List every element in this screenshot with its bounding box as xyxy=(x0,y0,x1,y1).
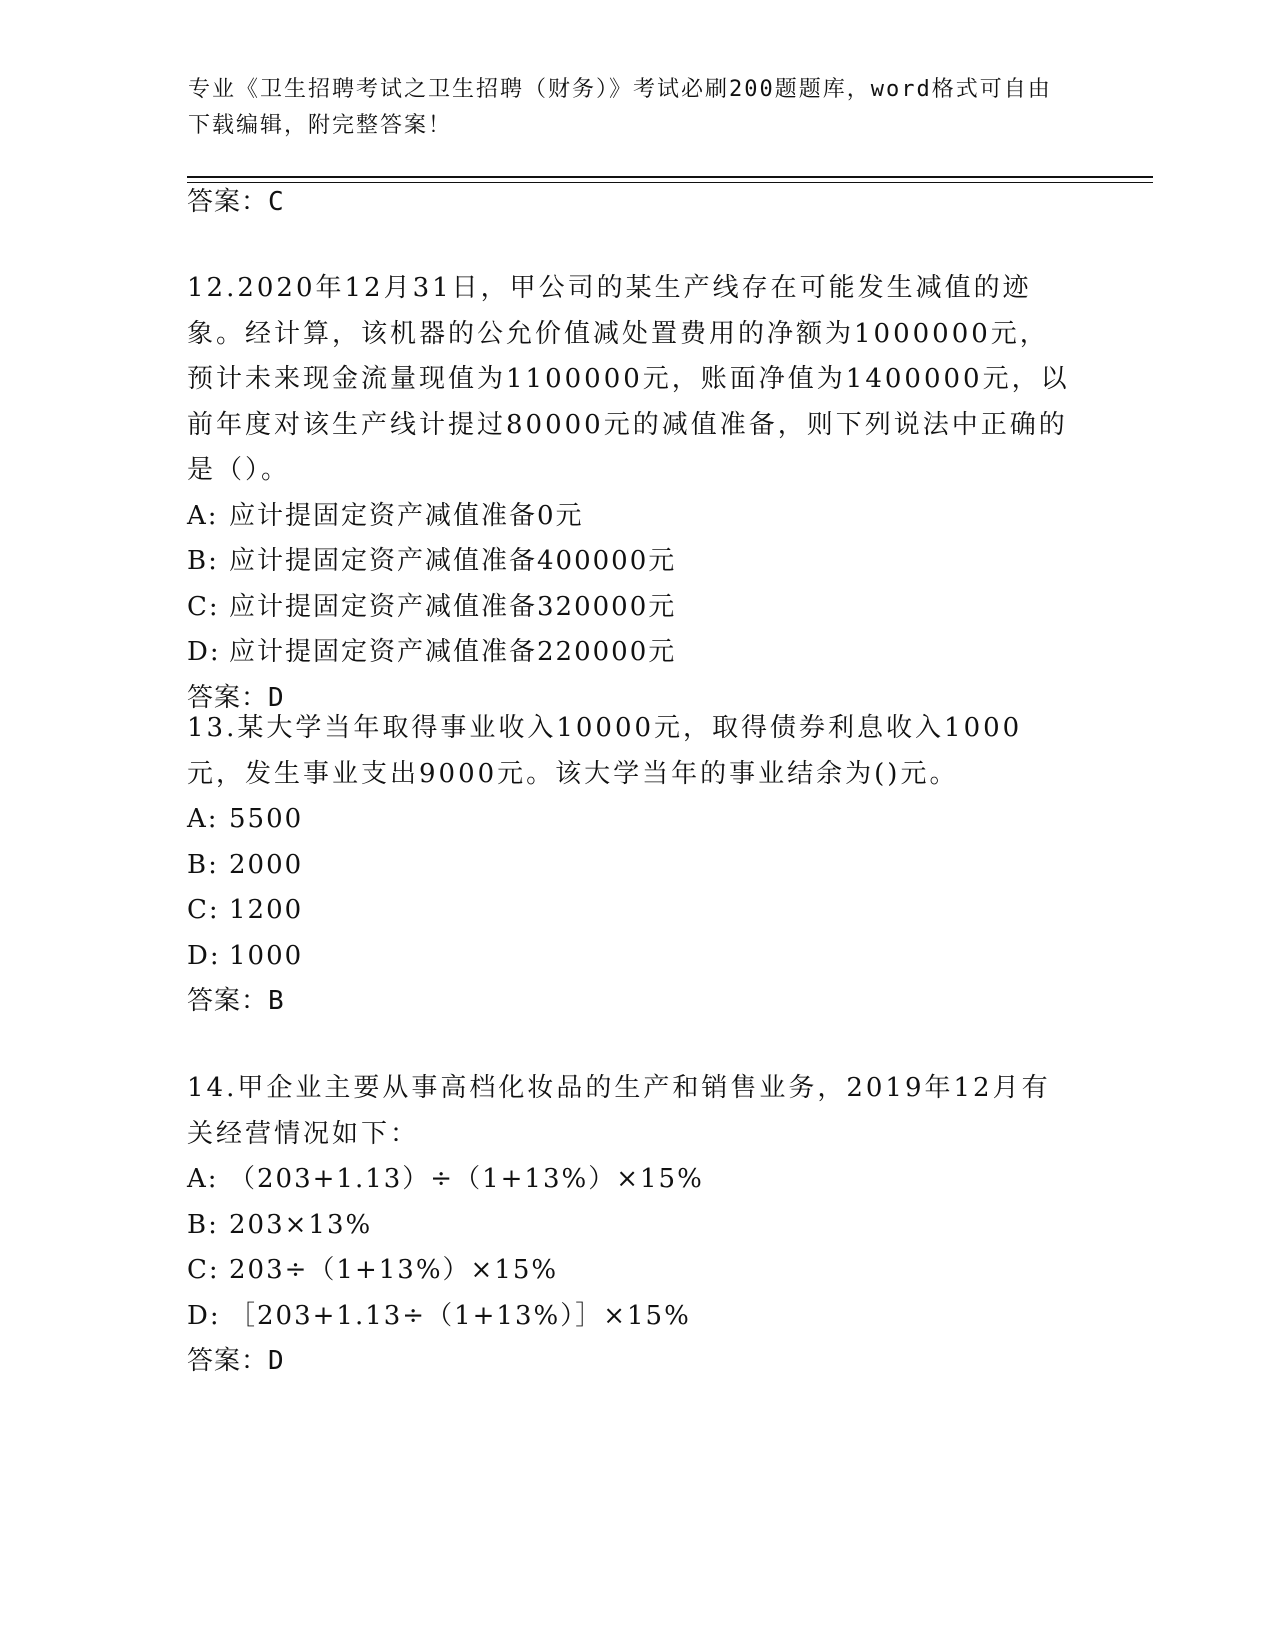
option-text: 应计提固定资产减值准备0元 xyxy=(229,500,584,531)
question-14 xyxy=(187,1066,1077,1385)
option-text: 应计提固定资产减值准备220000元 xyxy=(229,637,677,667)
option-letter: D: xyxy=(187,940,221,971)
option-text: 1200 xyxy=(229,895,304,925)
header-divider-thin xyxy=(187,182,1153,183)
option-text: 应计提固定资产减值准备400000元 xyxy=(229,546,677,576)
option-d xyxy=(187,1294,1077,1340)
option-list xyxy=(187,1157,1077,1339)
option-text: 应计提固定资产减值准备320000元 xyxy=(229,591,677,622)
option-c xyxy=(187,888,1077,934)
header-divider xyxy=(187,176,1153,178)
option-a xyxy=(187,797,1077,843)
answer-line: 答案：B xyxy=(187,986,285,1016)
previous-answer: 答案：C xyxy=(187,187,285,217)
option-list xyxy=(187,494,1077,676)
option-letter: C: xyxy=(187,591,220,622)
option-letter: C: xyxy=(187,1255,220,1285)
option-c xyxy=(187,1248,1077,1294)
option-letter: A: xyxy=(187,1164,219,1194)
answer-line: 答案：D xyxy=(187,682,285,713)
option-text: 1000 xyxy=(229,940,304,971)
option-text: （203+1.13）÷（1+13%）×15% xyxy=(229,1164,704,1194)
option-text: 5500 xyxy=(229,804,304,834)
option-b xyxy=(187,843,1077,889)
option-letter: D: xyxy=(187,637,221,667)
page-header: 专业《卫生招聘考试之卫生招聘（财务）》考试必刷200题题库，word格式可自由下载编辑，附完整答案！ xyxy=(188,77,1052,138)
option-d xyxy=(187,630,1077,676)
option-text: 203×13% xyxy=(229,1209,373,1240)
option-letter: B: xyxy=(187,1209,219,1240)
answer-line: 答案：D xyxy=(187,1346,285,1376)
option-a xyxy=(187,494,1077,540)
option-list xyxy=(187,797,1077,979)
option-b xyxy=(187,1203,1077,1249)
option-letter: D: xyxy=(187,1300,221,1331)
question-13 xyxy=(187,706,1077,1025)
option-text: 203÷（1+13%）×15% xyxy=(229,1255,559,1285)
option-letter: B: xyxy=(187,546,219,576)
option-b xyxy=(187,539,1077,585)
option-text: 2000 xyxy=(229,849,304,880)
option-letter: B: xyxy=(187,849,219,880)
option-letter: A: xyxy=(187,804,219,834)
option-letter: C: xyxy=(187,895,220,925)
question-12 xyxy=(187,266,1077,721)
option-letter: A: xyxy=(187,500,219,531)
option-a xyxy=(187,1157,1077,1203)
option-c xyxy=(187,585,1077,631)
question-stem: 12.2020年12月31日，甲公司的某生产线存在可能发生减值的迹象。经计算，该机器的公允价值减处置费用的净额为1000000元，预计未来现金流量现值为1100000元，账面净值为1400000元，以前年度对该生产线计提过80000元的减值准备，则下列说法中正确的是（）。 xyxy=(187,273,1070,485)
question-stem: 14.甲企业主要从事高档化妆品的生产和销售业务，2019年12月有关经营情况如下： xyxy=(187,1073,1051,1149)
option-text: ［203+1.13÷（1+13%）］×15% xyxy=(229,1300,691,1331)
question-stem: 13.某大学当年取得事业收入10000元，取得债券利息收入1000元，发生事业支出9000元。该大学当年的事业结余为()元。 xyxy=(187,713,1023,789)
option-d xyxy=(187,934,1077,980)
